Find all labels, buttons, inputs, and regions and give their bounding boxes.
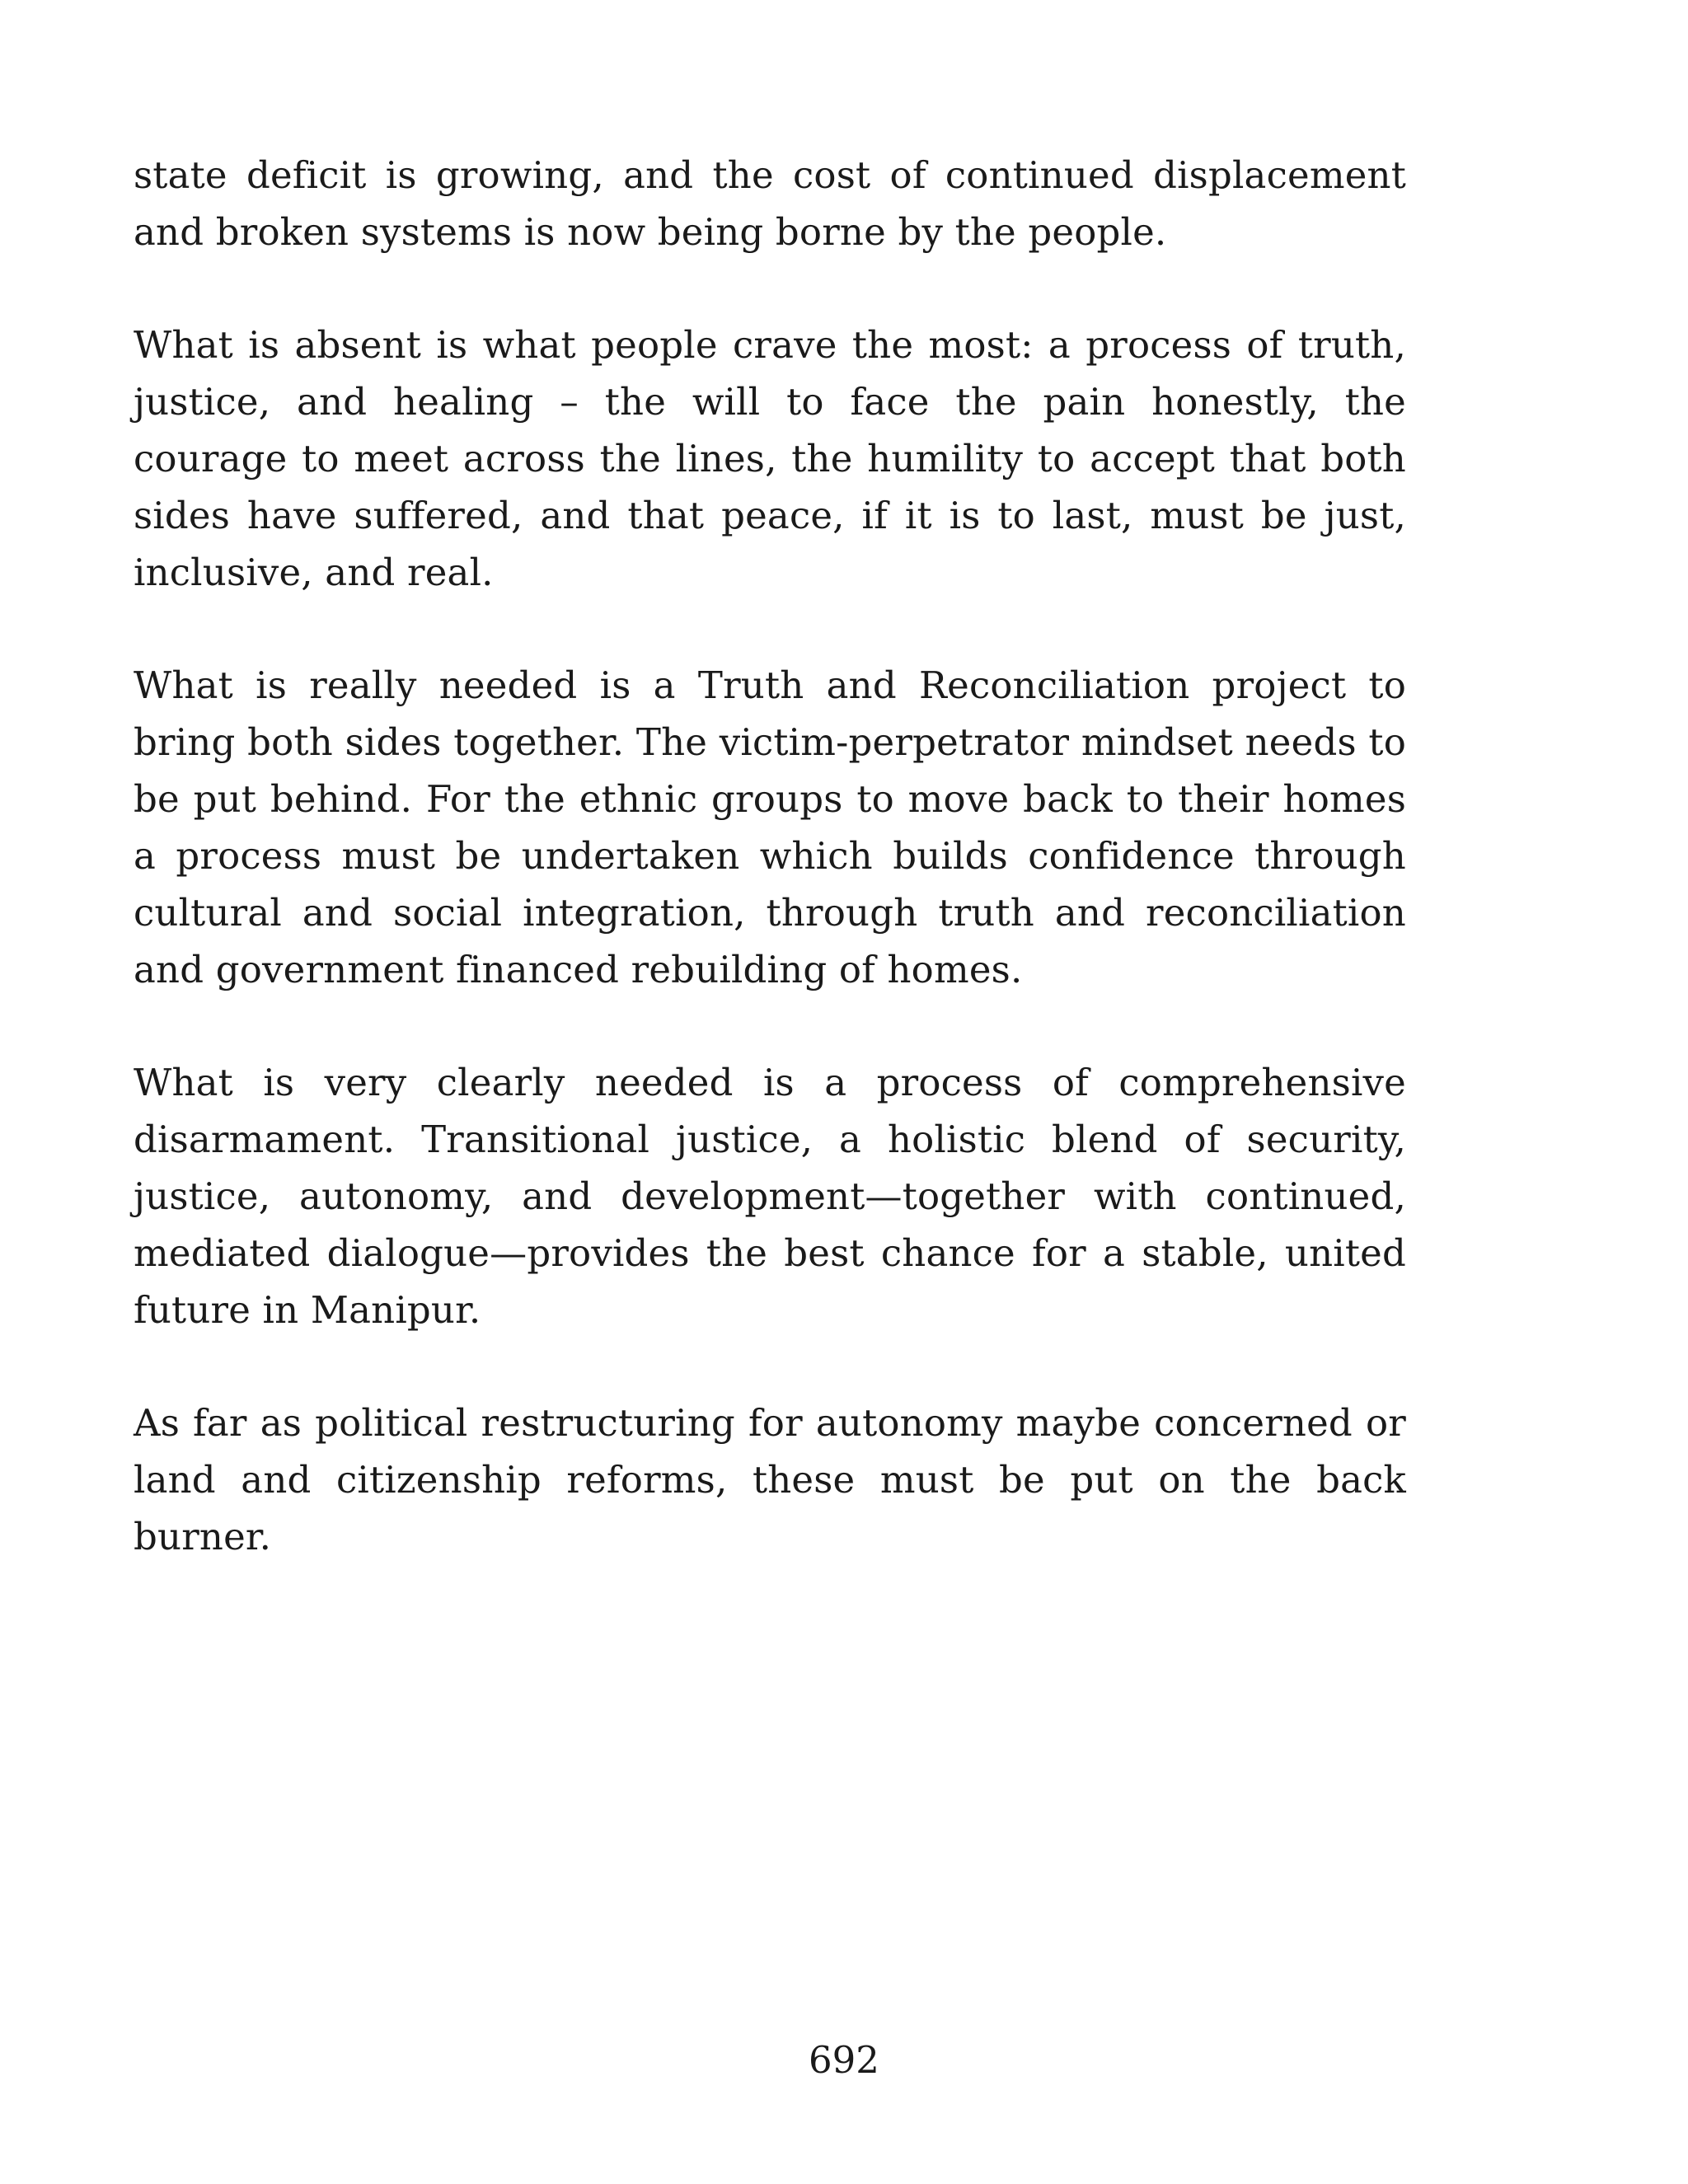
paragraph-3: What is really needed is a Truth and Reconciliation project to bring both sides together. The victim-perpetrator mindset needs to be put behind. For the ethnic groups to move back to their homes a process must be undertaken which builds confidence through cultural and social integration, through truth and reconciliation and government financed rebuilding of homes. [134, 663, 1406, 991]
paragraph-4: What is very clearly needed is a process of comprehensive disarmament. Transitional justice, a holistic blend of security, justice, autonomy, and development—together with continued, mediated dialogue—provides the best chance for a stable, united future in Manipur. [134, 1061, 1406, 1332]
paragraph-5: As far as political restructuring for autonomy maybe concerned or land and citizenship reforms, these must be put on the back burner. [134, 1401, 1406, 1558]
paragraph-1: state deficit is growing, and the cost of continued displacement and broken systems is now being borne by the people. [134, 153, 1406, 254]
paragraph-2: What is absent is what people crave the most: a process of truth, justice, and healing – the will to face the pain honestly, the courage to meet across the lines, the humility to accept that both sides have suffered, and that peace, if it is to last, must be just, inclusive, and real. [134, 323, 1406, 594]
page-body [134, 147, 1406, 1621]
page-number: 692 [809, 2038, 879, 2082]
